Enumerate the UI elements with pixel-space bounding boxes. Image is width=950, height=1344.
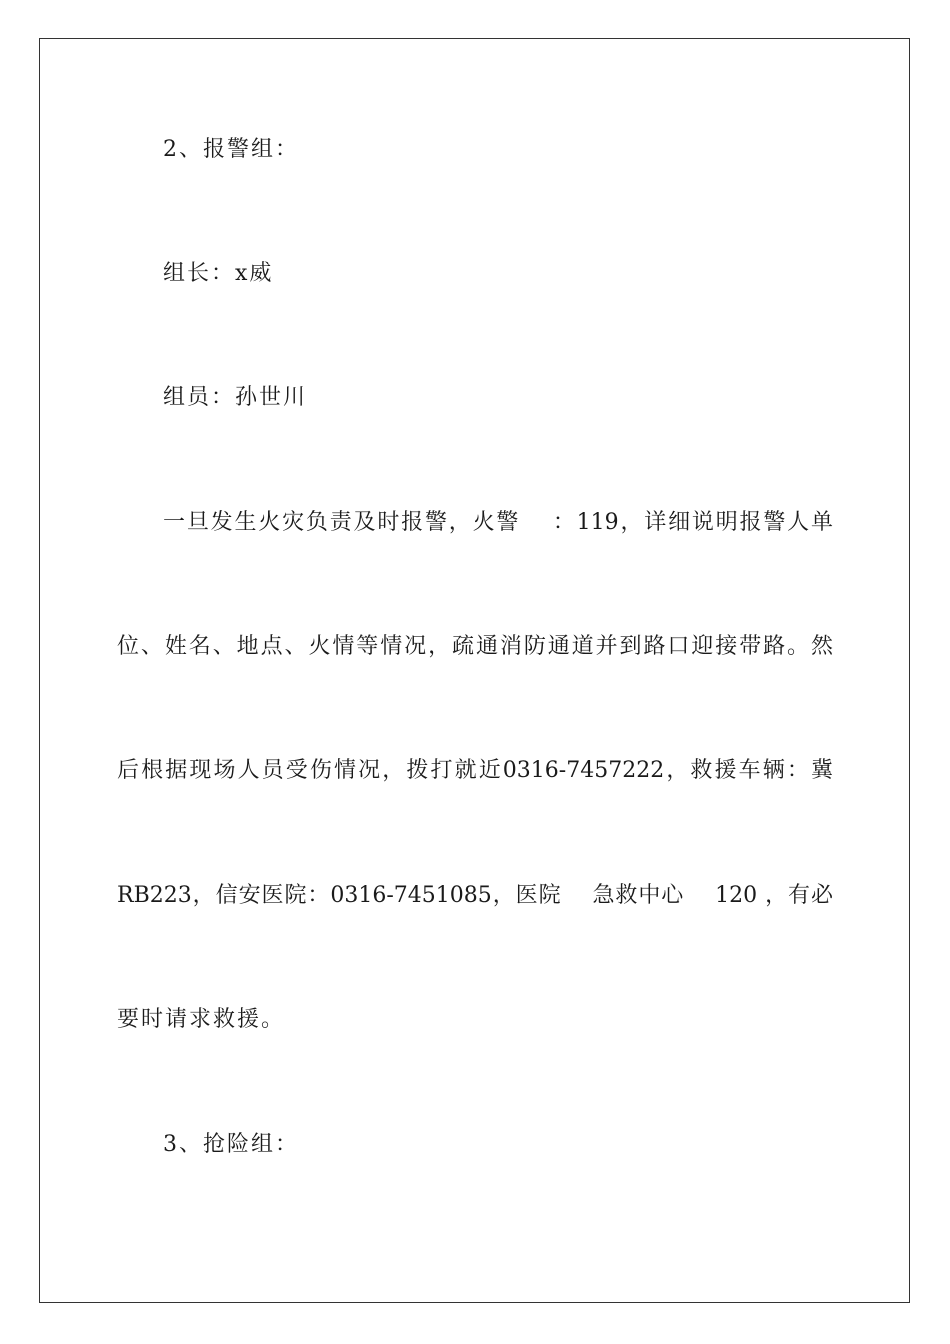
- group-leader-line: 组长：x威: [163, 261, 274, 286]
- group-member-line: 组员：孙世川: [163, 385, 308, 410]
- paragraph-line-4: RB223，信安医院：0316-7451085，医院 急救中心 120 ，有必: [117, 883, 833, 908]
- paragraph-line-2: 位、姓名、地点、火情等情况，疏通消防通道并到路口迎接带路。然: [117, 634, 833, 659]
- paragraph-line-1: 一旦发生火灾负责及时报警，火警 ：119，详细说明报警人单: [163, 510, 833, 535]
- section-heading-rescue-group: 3、抢险组：: [163, 1132, 299, 1157]
- page-border: [39, 38, 910, 1303]
- section-heading-alarm-group: 2、报警组：: [163, 137, 299, 162]
- paragraph-line-5: 要时请求救援。: [117, 1007, 286, 1032]
- paragraph-line-3: 后根据现场人员受伤情况，拨打就近0316-7457222，救援车辆：冀: [117, 758, 833, 783]
